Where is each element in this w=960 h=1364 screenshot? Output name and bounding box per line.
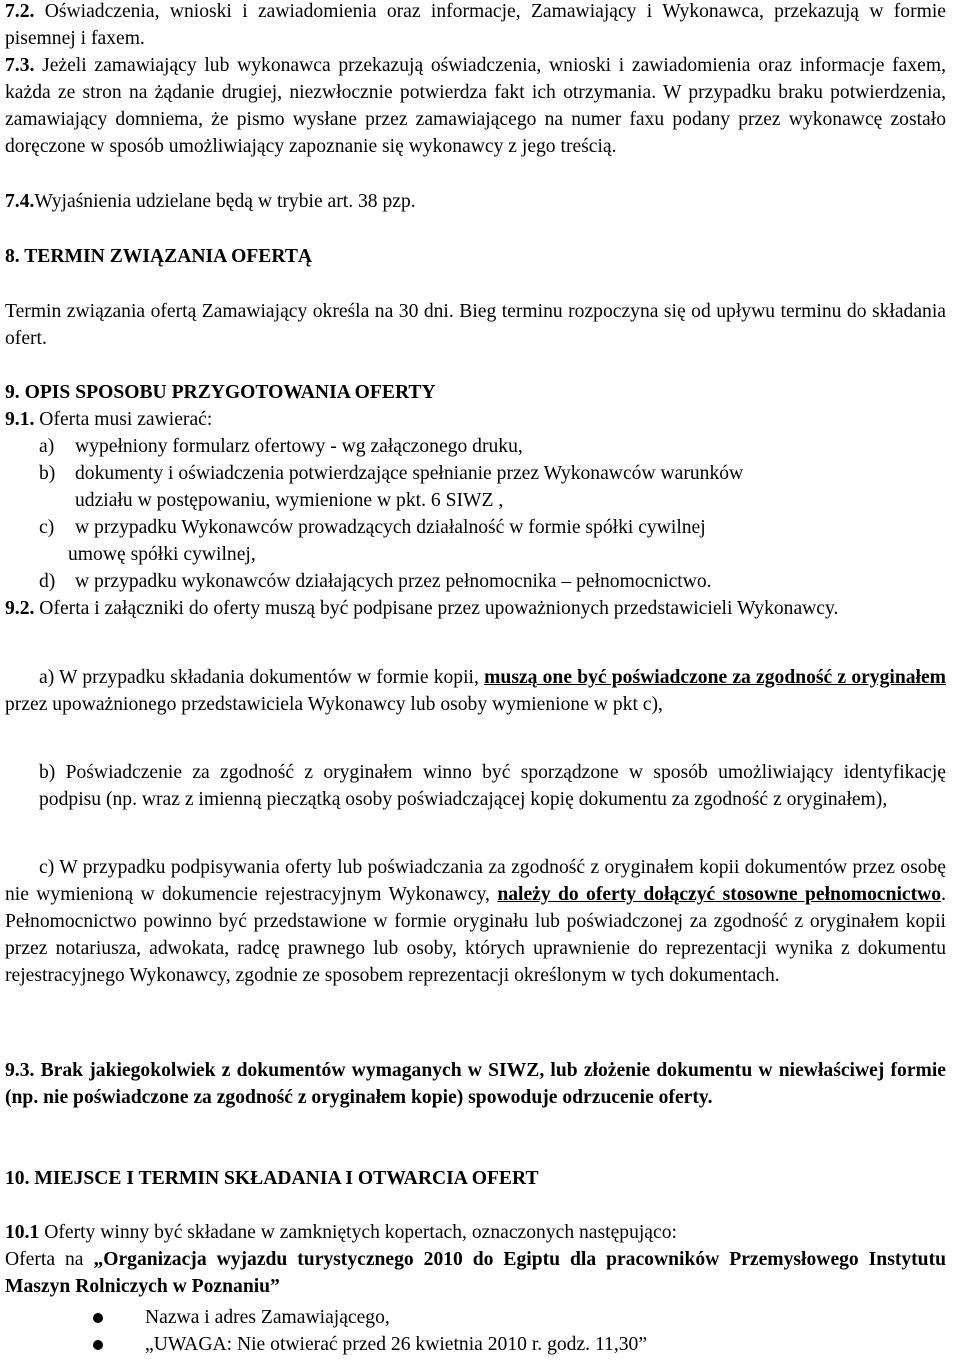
paragraph-text: Oświadczenia, wnioski i zawiadomienia oraz informacje, Zamawiający i Wykonawca, przekazują w formie pisemnej i faxem.	[5, 1, 947, 49]
offer-title: „Organizacja wyjazdu turystycznego 2010 do Egiptu dla pracowników Przemysłowego Instytutu Maszyn Rolniczych w Poznaniu”	[5, 1249, 946, 1297]
list-item-c	[39, 514, 946, 541]
paragraph-text: Jeżeli zamawiający lub wykonawca przekazują oświadczenia, wnioski i zawiadomienia oraz informacje faxem, każda ze stron na żądanie drugiej, niezwłocznie potwierdza fakt ich otrzymania. W przypadku braku potwierdzenia, zamawiający domniema, że pismo wysłane przez zamawiającego na numer faxu podany przez wykonawcę zostało doręczone w sposób umożliwiający zapoznanie się wykonawcy z jego treścią.	[5, 55, 947, 157]
paragraph-9-2	[5, 595, 946, 622]
paragraph-7-2	[5, 0, 946, 52]
paragraph-text: Brak jakiegokolwiek z dokumentów wymaganych w SIWZ, lub złożenie dokumentu w niewłaściwej formie (np. nie poświadczone za zgodność z oryginałem kopie) spowoduje odrzucenie oferty.	[5, 1060, 946, 1108]
list-item-b	[39, 460, 946, 487]
paragraph-number: 9.2.	[5, 598, 35, 619]
section-10-heading: 10. MIEJSCE I TERMIN SKŁADANIA I OTWARCIA OFERT	[5, 1168, 539, 1189]
paragraph-10-1	[5, 1219, 946, 1246]
paragraph-7-4	[5, 188, 946, 215]
list-item-b-continuation: udziału w postępowaniu, wymienione w pkt. 6 SIWZ ,	[75, 490, 504, 511]
text-run: c) W przypadku podpisywania oferty lub poświadczania za zgodność z oryginałem kopii dokumentów przez osobę nie wymienioną w dokumencie rejestracyjnym Wykonawcy,	[5, 857, 946, 905]
bullet-item: „UWAGA: Nie otwierać przed 26 kwietnia 2010 r. godz. 11,30”	[145, 1334, 648, 1355]
list-text: w przypadku Wykonawców prowadzących działalność w formie spółki cywilnej	[75, 517, 706, 538]
paragraph-number: 7.2.	[5, 1, 35, 22]
list-label: c)	[39, 517, 55, 538]
bullet-icon	[93, 1340, 103, 1350]
paragraph-9-3	[5, 1057, 946, 1111]
bullet-item: Nazwa i adres Zamawiającego,	[145, 1307, 390, 1328]
list-item-c-continuation: umowę spółki cywilnej,	[68, 544, 256, 565]
list-item-a	[39, 433, 946, 460]
list-label: a)	[39, 436, 55, 457]
underlined-requirement: należy do oferty dołączyć stosowne pełnomocnictwo	[497, 884, 942, 905]
list-text: wypełniony formularz ofertowy - wg załączonego druku,	[75, 436, 523, 457]
paragraph-number: 7.3.	[5, 55, 35, 76]
text-run: . Pełnomocnictwo powinno być przedstawione w formie oryginału lub poświadczonej za zgodność z oryginałem kopii przez notariusza, adwokata, radcę prawnego lub osoby, których uprawnienie do reprezentacji wynika z dokumentu rejestracyjnego Wykonawcy, zgodnie ze sposobem reprezentacji określonym w tych dokumentach.	[5, 884, 946, 986]
text-run: a) W przypadku składania dokumentów w formie kopii,	[39, 667, 479, 688]
section-8-text: Termin związania ofertą Zamawiający określa na 30 dni. Bieg terminu rozpoczyna się od upływu terminu do składania ofert.	[5, 301, 946, 349]
text-run: przez upoważnionego przedstawiciela Wykonawcy lub osoby wymienione w pkt c),	[5, 694, 663, 715]
paragraph-text: Wyjaśnienia udzielane będą w trybie art. 38 pzp.	[34, 191, 416, 212]
section-8-heading: 8. TERMIN ZWIĄZANIA OFERTĄ	[5, 246, 313, 267]
paragraph-number: 9.1.	[5, 409, 35, 430]
list-text: w przypadku wykonawców działających przez pełnomocnika – pełnomocnictwo.	[75, 571, 712, 592]
paragraph-9-1	[5, 406, 946, 433]
list-label: b)	[39, 463, 56, 484]
list-item-d	[39, 568, 946, 595]
paragraph-9-2-c	[5, 854, 946, 989]
paragraph-7-3	[5, 52, 946, 160]
bullet-icon	[93, 1313, 103, 1323]
paragraph-9-2-b: b) Poświadczenie za zgodność z oryginałem winno być sporządzone w sposób umożliwiający identyfikację podpisu (np. wraz z imienną pieczątką osoby poświadczającej kopię dokumentu za zgodność z oryginałem),	[39, 762, 946, 810]
text-run: Oferta na	[5, 1249, 84, 1270]
paragraph-number: 10.1	[5, 1222, 40, 1243]
paragraph-text: Oferta i załączniki do oferty muszą być podpisane przez upoważnionych przedstawicieli Wykonawcy.	[39, 598, 839, 619]
section-9-heading: 9. OPIS SPOSOBU PRZYGOTOWANIA OFERTY	[5, 382, 436, 403]
list-text: dokumenty i oświadczenia potwierdzające spełnianie przez Wykonawców warunków	[75, 463, 744, 484]
list-label: d)	[39, 571, 56, 592]
paragraph-text: Oferty winny być składane w zamkniętych kopertach, oznaczonych następująco:	[44, 1222, 677, 1243]
paragraph-text: Oferta musi zawierać:	[39, 409, 213, 430]
underlined-requirement: muszą one być poświadczone za zgodność z oryginałem	[484, 667, 946, 688]
paragraph-number: 7.4.	[5, 191, 35, 212]
offer-label	[5, 1246, 946, 1300]
paragraph-9-2-a	[5, 664, 946, 718]
paragraph-number: 9.3.	[5, 1060, 35, 1081]
